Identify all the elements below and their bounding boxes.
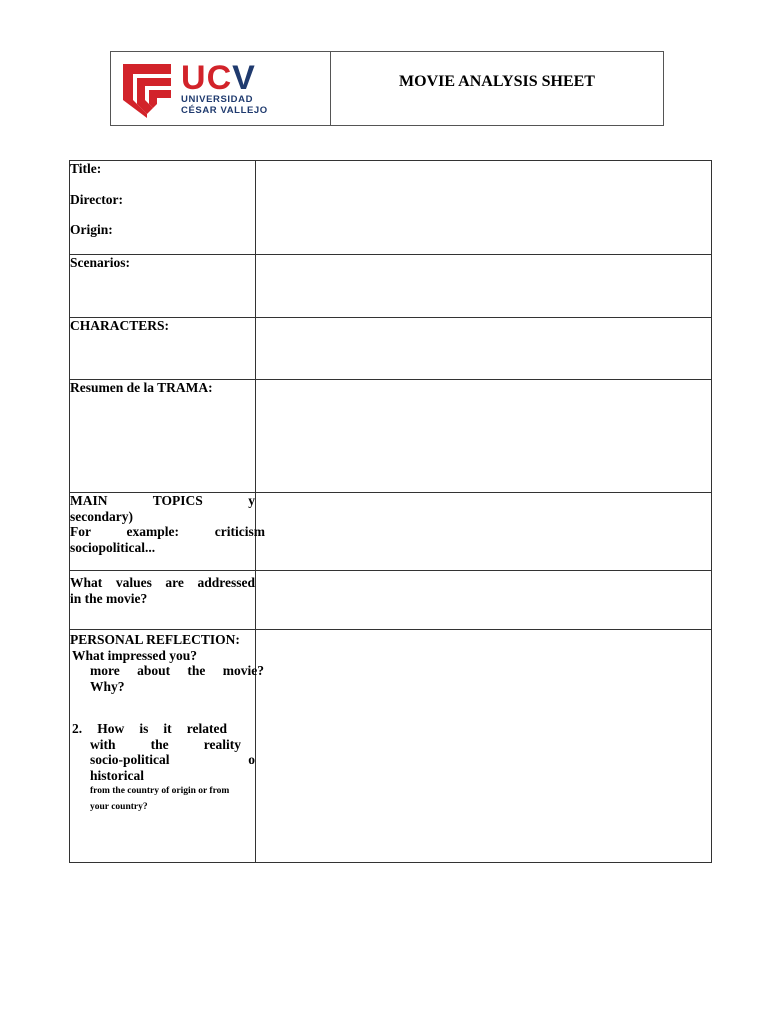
label-characters: CHARACTERS: [70, 318, 256, 380]
reflection-q2-line-2: with the reality [90, 736, 241, 752]
answer-values[interactable] [256, 571, 712, 630]
logo-line-2: CÉSAR VALLEJO [181, 104, 268, 116]
logo [111, 52, 331, 125]
label-title: Title: [70, 161, 102, 176]
row-characters [70, 318, 712, 380]
label-personal-reflection [70, 630, 264, 863]
label-director: Director: [70, 191, 123, 207]
reflection-q2-line-4: historical [90, 767, 144, 783]
answer-scenarios[interactable] [256, 255, 712, 318]
document-header [110, 51, 664, 126]
answer-plot-summary[interactable] [256, 380, 712, 493]
answer-personal-reflection[interactable] [256, 630, 712, 863]
reflection-q2-line-3: socio-political o [90, 752, 255, 767]
topics-line-1: MAIN TOPICS y [70, 493, 255, 508]
reflection-q1-line-3: Why? [90, 678, 125, 694]
values-line-1: What values are addressed [70, 575, 255, 590]
analysis-table [69, 160, 712, 863]
topics-line-3: For example: criticism [70, 524, 265, 539]
label-basic-info [70, 161, 256, 255]
label-origin: Origin: [70, 222, 113, 237]
reflection-q1-line-1: What impressed you? [72, 647, 198, 663]
ucv-shield-icon [121, 60, 173, 118]
reflection-q2-line-1: 2. How is it related [72, 721, 227, 736]
row-scenarios [70, 255, 712, 318]
label-scenarios: Scenarios: [70, 255, 256, 318]
row-basic-info [70, 161, 712, 255]
row-topics [70, 493, 712, 571]
logo-acronym: UCV [181, 58, 256, 97]
label-plot-summary: Resumen de la TRAMA: [70, 380, 256, 493]
row-plot-summary [70, 380, 712, 493]
reflection-q2-note-1: from the country of origin or from [90, 786, 230, 796]
topics-line-2: secondary) [70, 508, 133, 524]
topics-line-4: sociopolitical... [70, 539, 156, 555]
page-title: MOVIE ANALYSIS SHEET [399, 73, 595, 90]
values-line-2: in the movie? [70, 590, 148, 606]
reflection-heading: PERSONAL REFLECTION: [70, 632, 240, 647]
row-personal-reflection [70, 630, 712, 863]
label-values [70, 571, 256, 630]
label-topics [70, 493, 265, 571]
reflection-q1-line-2: more about the movie? [90, 663, 264, 678]
reflection-q2-note-2: your country? [90, 802, 148, 812]
answer-basic-info[interactable] [256, 161, 712, 255]
logo-line-1: UNIVERSIDAD [181, 93, 254, 105]
logo-text [181, 58, 268, 116]
answer-topics[interactable] [256, 493, 712, 571]
answer-characters[interactable] [256, 318, 712, 380]
row-values [70, 571, 712, 630]
